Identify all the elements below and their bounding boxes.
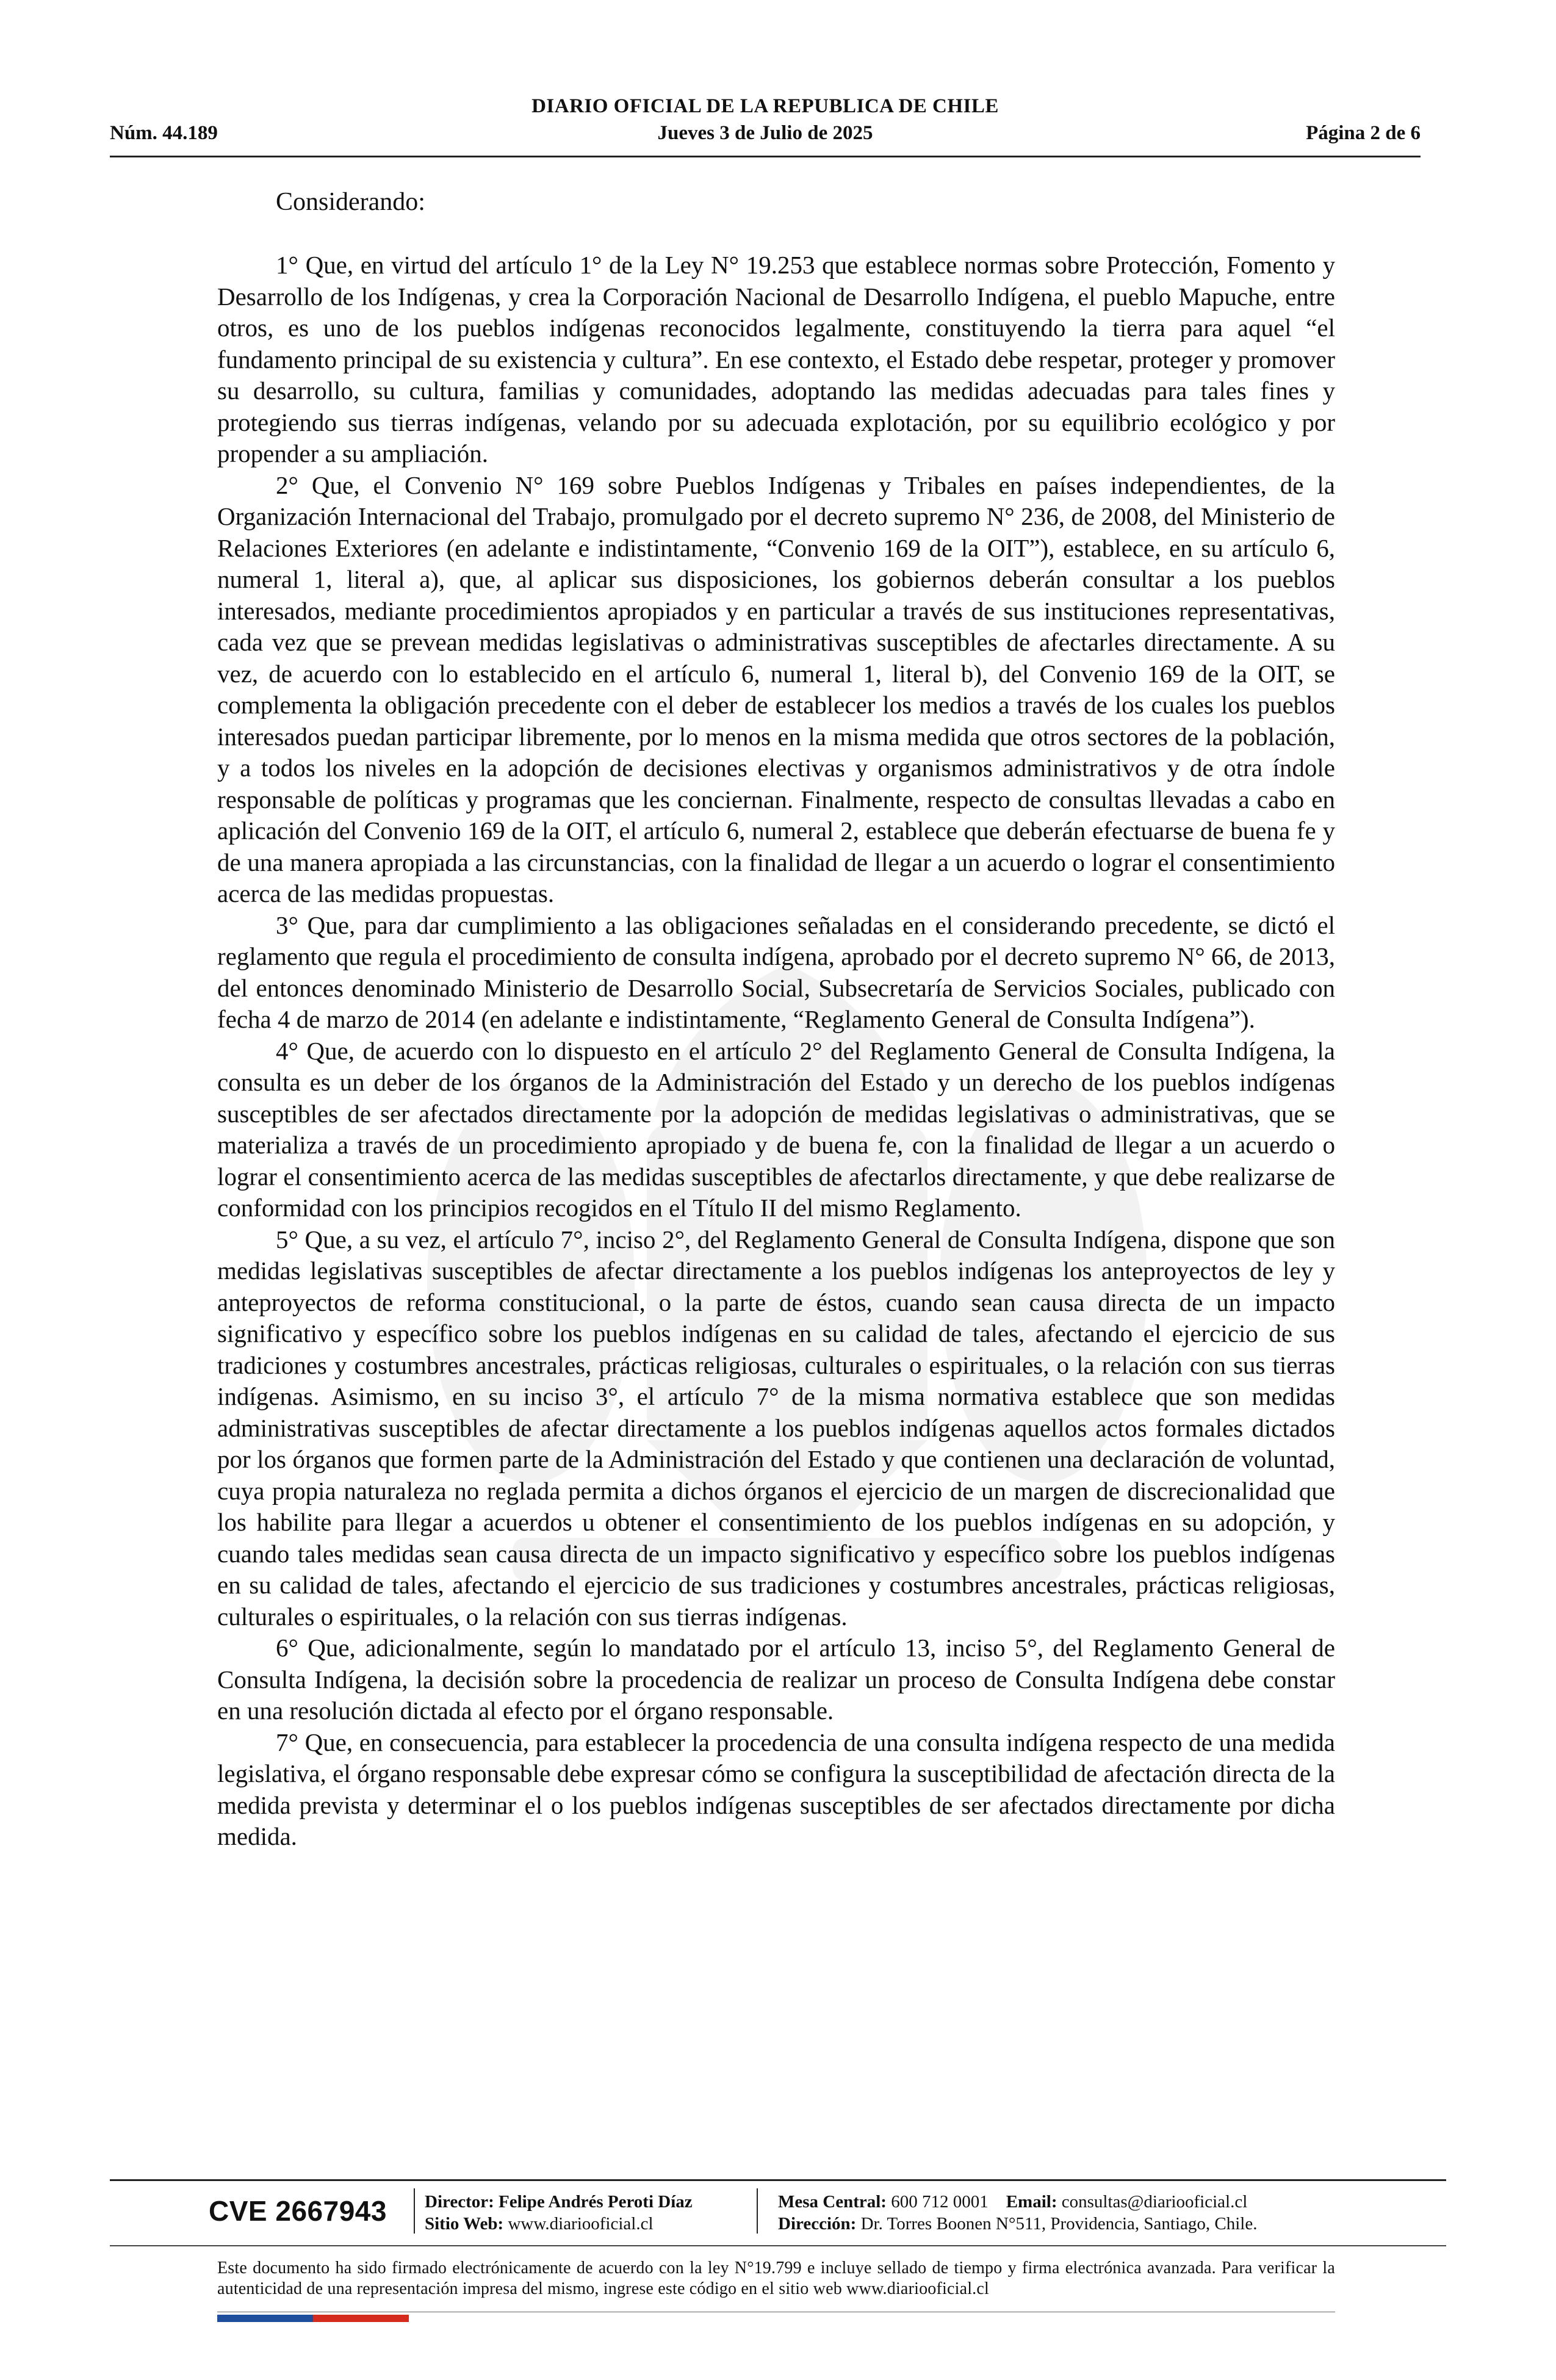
issue-number: Núm. 44.189 xyxy=(110,122,218,144)
header-divider xyxy=(110,156,1421,157)
footer-separator xyxy=(757,2188,758,2234)
paragraph-1: 1° Que, en virtud del artículo 1° de la Ley N° 19.253 que establece normas sobre Protección, Fomento y Desarrollo de los Indígenas, y crea la Corporación Nacional de Desarrollo Indígena, el pueblo Mapuche, entre otros, es uno de los pueblos indígenas reconocidos legalmente, constituyendo la tierra para aquel “el fundamento principal de su existencia y cultura”. En ese contexto, el Estado debe respetar, proteger y promover su desarrollo, su cultura, familias y comunidades, adoptando las medidas adecuadas para tales fines y protegiendo sus tierras indígenas, velando por su adecuada explotación, por su equilibrio ecológico y por propender a su ampliación. xyxy=(217,251,1335,467)
address-label: Dirección: xyxy=(778,2214,857,2234)
email-label: Email: xyxy=(1006,2192,1057,2212)
website-link[interactable]: www.diariooficial.cl xyxy=(508,2214,654,2234)
flag-blue-stripe xyxy=(217,2315,313,2322)
paragraph-5: 5° Que, a su vez, el artículo 7°, inciso 2°, del Reglamento General de Consulta Indígena, dispone que son medidas legislativas susceptibles de afectar directamente a los pueblos indígenas los anteproyectos de ley y anteproyectos de reforma constitucional, o la parte de éstos, cuando sean causa directa de un impacto significativo y específico sobre los pueblos indígenas en su calidad de tales, afectando el ejercicio de sus tradiciones y costumbres ancestrales, prácticas religiosas, culturales o espirituales, o la relación con sus tierras indígenas. Asimismo, en su inciso 3°, el artículo 7° de la misma normativa establece que son medidas administrativas susceptibles de afectar directamente a los pueblos indígenas aquellos actos formales dictados por los órganos que formen parte de la Administración del Estado y que contienen una declaración de voluntad, cuya propia naturaleza no reglada permita a dichos órganos el ejercicio de un margen de discrecionalidad que los habilite para llegar a acuerdos u obtener el consentimiento de los pueblos indígenas en su adopción, y cuando tales medidas sean causa directa de un impacto significativo y específico sobre los pueblos indígenas en su calidad de tales, afectando el ejercicio de sus tradiciones y costumbres ancestrales, prácticas religiosas, culturales o espirituales, o la relación con sus tierras indígenas. xyxy=(217,1225,1335,1631)
paragraph-6: 6° Que, adicionalmente, según lo mandatado por el artículo 13, inciso 5°, del Reglamento General de Consulta Indígena, la decisión sobre la procedencia de realizar un proceso de Consulta Indígena debe constar en una resolución dictada al efecto por el órgano responsable. xyxy=(217,1634,1335,1725)
footer-director-block xyxy=(425,2191,693,2235)
paragraph-7: 7° Que, en consecuencia, para establecer la procedencia de una consulta indígena respecto de una medida legislativa, el órgano responsable debe expresar cómo se configura la susceptibilidad de afectación directa de la medida prevista y determinar el o los pueblos indígenas susceptibles de ser afectados directamente por dicha medida. xyxy=(217,1728,1335,1850)
flag-red-stripe xyxy=(313,2315,409,2322)
cve-code: CVE 2667943 xyxy=(209,2195,387,2227)
mesa-central-label: Mesa Central: xyxy=(778,2192,887,2212)
website-label: Sitio Web: xyxy=(425,2214,504,2234)
footer-divider-middle xyxy=(110,2245,1446,2246)
email-link[interactable]: consultas@diariooficial.cl xyxy=(1061,2192,1248,2212)
address-value: Dr. Torres Boonen N°511, Providencia, Santiago, Chile. xyxy=(860,2214,1258,2234)
document-body xyxy=(217,186,1335,1853)
publication-date: Jueves 3 de Julio de 2025 xyxy=(657,122,873,144)
publication-title: DIARIO OFICIAL DE LA REPUBLICA DE CHILE xyxy=(531,95,999,117)
director-label: Director: xyxy=(425,2192,494,2212)
paragraph-4: 4° Que, de acuerdo con lo dispuesto en el artículo 2° del Reglamento General de Consulta Indígena, la consulta es un deber de los órganos de la Administración del Estado y un derecho de los pueblos indígenas susceptibles de ser afectados directamente por la adopción de medidas legislativas o administrativas, que se materializa a través de un procedimiento apropiado y de buena fe, con la finalidad de llegar a un acuerdo o lograr el consentimiento acerca de las medidas susceptibles de afectarlos directamente, y que debe realizarse de conformidad con los principios recogidos en el Título II del mismo Reglamento. xyxy=(217,1036,1335,1222)
considerando-heading: Considerando: xyxy=(276,188,425,216)
footer-separator xyxy=(414,2188,415,2234)
director-name: Felipe Andrés Peroti Díaz xyxy=(499,2192,693,2212)
paragraph-2: 2° Que, el Convenio N° 169 sobre Pueblos Indígenas y Tribales en países independientes, de la Organización Internacional del Trabajo, promulgado por el decreto supremo N° 236, de 2008, del Ministerio de Relaciones Exteriores (en adelante e indistintamente, “Convenio 169 de la OIT”), establece, en su artículo 6, numeral 1, literal a), que, al aplicar sus disposiciones, los gobiernos deberán consultar a los pueblos interesados, mediante procedimientos apropiados y en particular a través de sus instituciones representativas, cada vez que se prevean medidas legislativas o administrativas susceptibles de afectarles directamente. A su vez, de acuerdo con lo establecido en el artículo 6, numeral 1, literal b), del Convenio 169 de la OIT, se complementa la obligación precedente con el deber de establecer los medios a través de los cuales los pueblos interesados puedan participar libremente, por lo menos en la misma medida que otros sectores de la población, y a todos los niveles en la adopción de decisiones electivas y organismos administrativos y de otra índole responsable de políticas y programas que les conciernan. Finalmente, respecto de consultas llevadas a cabo en aplicación del Convenio 169 de la OIT, el artículo 6, numeral 2, establece que deberán efectuarse de buena fe y de una manera apropiada a las circunstancias, con la finalidad de llegar a un acuerdo o lograr el consentimiento acerca de las medidas propuestas. xyxy=(217,471,1335,907)
page-footer xyxy=(110,2188,1446,2243)
paragraph-3: 3° Que, para dar cumplimiento a las obligaciones señaladas en el considerando precedente, se dictó el reglamento que regula el procedimiento de consulta indígena, aprobado por el decreto supremo N° 66, de 2013, del entonces denominado Ministerio de Desarrollo Social, Subsecretaría de Servicios Sociales, publicado con fecha 4 de marzo de 2014 (en adelante e indistintamente, “Reglamento General de Consulta Indígena”). xyxy=(217,911,1335,1033)
page-number: Página 2 de 6 xyxy=(1306,122,1421,144)
footer-contact-block xyxy=(778,2191,1257,2235)
page-header xyxy=(110,92,1421,159)
electronic-signature-notice: Este documento ha sido firmado electrónicamente de acuerdo con la ley N°19.799 e incluye sellado de tiempo y firma electrónica avanzada. Para verificar la autenticidad de una representación impresa del mismo, ingrese este código en el sitio web www.diariooficial.cl xyxy=(217,2259,1335,2298)
footer-divider-top xyxy=(110,2179,1446,2181)
mesa-central-phone: 600 712 0001 xyxy=(891,2192,989,2212)
chile-flag-stripe xyxy=(217,2315,409,2322)
